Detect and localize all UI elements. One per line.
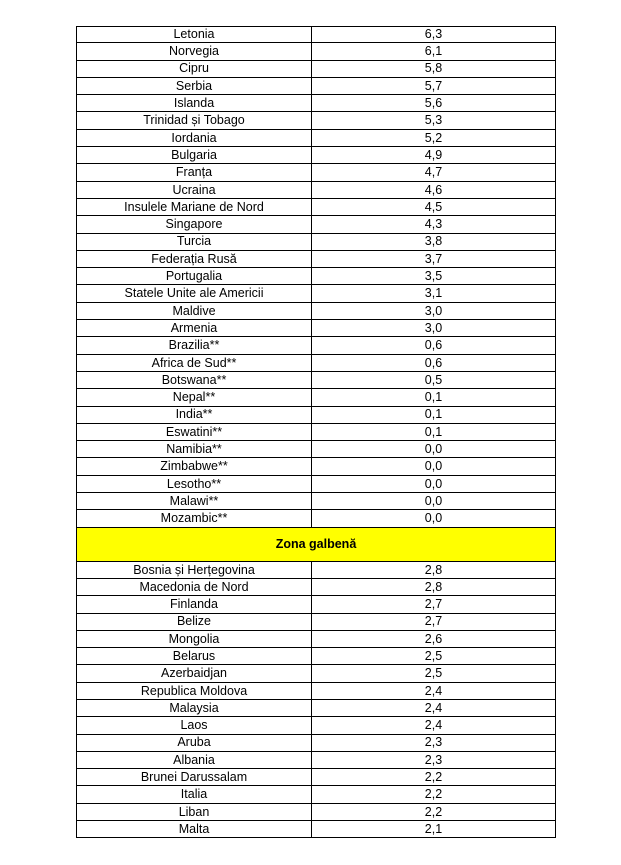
country-cell: Maldive [77, 303, 312, 319]
value-cell: 4,6 [424, 182, 443, 197]
country-cell: Botswana** [77, 372, 312, 388]
country-cell: Brazilia** [77, 337, 312, 353]
table-row [76, 735, 556, 752]
table-row [76, 510, 556, 527]
country-cell: Africa de Sud** [77, 355, 312, 371]
table-row [76, 337, 556, 354]
table-row [76, 251, 556, 268]
table-row [76, 95, 556, 112]
country-cell: India** [77, 407, 312, 423]
value-cell: 2,4 [424, 683, 443, 698]
table-row [76, 355, 556, 372]
table-row [76, 717, 556, 734]
table-row [76, 43, 556, 60]
value-cell: 4,9 [424, 147, 443, 162]
table-row [76, 26, 556, 43]
value-cell: 2,5 [424, 666, 443, 681]
value-cell: 2,5 [424, 648, 443, 663]
table-row [76, 216, 556, 233]
table-row [76, 320, 556, 337]
table-row [76, 683, 556, 700]
value-cell: 2,3 [424, 735, 443, 750]
table-body-top [76, 26, 556, 528]
country-cell: Iordania [77, 130, 312, 146]
country-cell: Mongolia [77, 631, 312, 647]
table-row [76, 458, 556, 475]
table-row [76, 665, 556, 682]
country-cell: Islanda [77, 95, 312, 111]
value-cell: 3,7 [424, 251, 443, 266]
country-cell: Namibia** [77, 441, 312, 457]
country-cell: Malawi** [77, 493, 312, 509]
table-row [76, 372, 556, 389]
value-cell: 2,7 [424, 614, 443, 629]
value-cell: 2,8 [424, 562, 443, 577]
table-row [76, 493, 556, 510]
value-cell: 2,2 [424, 770, 443, 785]
country-cell: Laos [77, 717, 312, 733]
country-cell: Malta [77, 821, 312, 837]
table-row [76, 614, 556, 631]
country-cell: Statele Unite ale Americii [77, 285, 312, 301]
country-cell: Cipru [77, 61, 312, 77]
value-cell: 0,1 [424, 407, 443, 422]
country-cell: Franța [77, 164, 312, 180]
table-row [76, 648, 556, 665]
value-cell: 2,6 [424, 631, 443, 646]
country-cell: Finlanda [77, 596, 312, 612]
table-row [76, 562, 556, 579]
table-row [76, 821, 556, 838]
value-cell: 4,7 [424, 165, 443, 180]
value-cell: 6,3 [424, 27, 443, 42]
value-cell: 5,7 [424, 78, 443, 93]
country-cell: Brunei Darussalam [77, 769, 312, 785]
value-cell: 3,8 [424, 234, 443, 249]
value-cell: 5,3 [424, 113, 443, 128]
value-cell: 0,0 [424, 459, 443, 474]
value-cell: 2,4 [424, 700, 443, 715]
country-cell: Trinidad și Tobago [77, 112, 312, 128]
value-cell: 2,7 [424, 597, 443, 612]
value-cell: 3,0 [424, 320, 443, 335]
value-cell: 3,1 [424, 286, 443, 301]
value-cell: 5,6 [424, 96, 443, 111]
table-row [76, 786, 556, 803]
value-cell: 0,0 [424, 511, 443, 526]
value-cell: 2,3 [424, 752, 443, 767]
country-cell: Portugalia [77, 268, 312, 284]
table-row [76, 389, 556, 406]
table-row [76, 700, 556, 717]
table-row [76, 112, 556, 129]
country-cell: Azerbaidjan [77, 665, 312, 681]
country-cell: Macedonia de Nord [77, 579, 312, 595]
table-row [76, 130, 556, 147]
table-row [76, 147, 556, 164]
value-cell: 4,5 [424, 199, 443, 214]
country-cell: Turcia [77, 234, 312, 250]
country-cell: Albania [77, 752, 312, 768]
table-row [76, 407, 556, 424]
table-row [76, 424, 556, 441]
value-cell: 2,1 [424, 821, 443, 836]
country-cell: Italia [77, 786, 312, 802]
value-cell: 3,0 [424, 303, 443, 318]
value-cell: 2,2 [424, 804, 443, 819]
country-cell: Bosnia și Herțegovina [77, 562, 312, 578]
table-row [76, 804, 556, 821]
table-row [76, 199, 556, 216]
country-cell: Zimbabwe** [77, 458, 312, 474]
country-cell: Norvegia [77, 43, 312, 59]
table-row [76, 303, 556, 320]
table-row [76, 752, 556, 769]
value-cell: 0,1 [424, 390, 443, 405]
country-cell: Letonia [77, 27, 312, 42]
value-cell: 2,8 [424, 579, 443, 594]
table-row [76, 596, 556, 613]
table-row [76, 234, 556, 251]
country-cell: Ucraina [77, 182, 312, 198]
table-row [76, 182, 556, 199]
value-cell: 6,1 [424, 44, 443, 59]
table-body-bottom [76, 562, 556, 839]
country-cell: Lesotho** [77, 476, 312, 492]
country-cell: Bulgaria [77, 147, 312, 163]
country-cell: Nepal** [77, 389, 312, 405]
country-cell: Belize [77, 614, 312, 630]
country-cell: Aruba [77, 735, 312, 751]
value-cell: 4,3 [424, 217, 443, 232]
table-row [76, 476, 556, 493]
table-row [76, 268, 556, 285]
value-cell: 0,1 [424, 424, 443, 439]
country-cell: Eswatini** [77, 424, 312, 440]
table-row [76, 61, 556, 78]
table-row [76, 78, 556, 95]
table-row [76, 631, 556, 648]
country-cell: Belarus [77, 648, 312, 664]
value-cell: 5,8 [424, 61, 443, 76]
value-cell: 0,0 [424, 476, 443, 491]
value-cell: 2,4 [424, 718, 443, 733]
country-cell: Federația Rusă [77, 251, 312, 267]
value-cell: 0,0 [424, 442, 443, 457]
country-cell: Serbia [77, 78, 312, 94]
country-cell: Singapore [77, 216, 312, 232]
value-cell: 0,5 [424, 372, 443, 387]
table-row [76, 579, 556, 596]
value-cell: 3,5 [424, 269, 443, 284]
value-cell: 5,2 [424, 130, 443, 145]
country-cell: Mozambic** [77, 510, 312, 526]
table-row [76, 164, 556, 181]
country-incidence-table [76, 26, 556, 838]
zone-yellow-header: Zona galbenă [76, 528, 556, 562]
value-cell: 0,6 [424, 355, 443, 370]
table-row [76, 769, 556, 786]
value-cell: 0,0 [424, 493, 443, 508]
country-cell: Liban [77, 804, 312, 820]
country-cell: Armenia [77, 320, 312, 336]
country-cell: Republica Moldova [77, 683, 312, 699]
country-cell: Insulele Mariane de Nord [77, 199, 312, 215]
country-cell: Malaysia [77, 700, 312, 716]
table-row [76, 285, 556, 302]
table-row [76, 441, 556, 458]
value-cell: 2,2 [424, 787, 443, 802]
value-cell: 0,6 [424, 338, 443, 353]
